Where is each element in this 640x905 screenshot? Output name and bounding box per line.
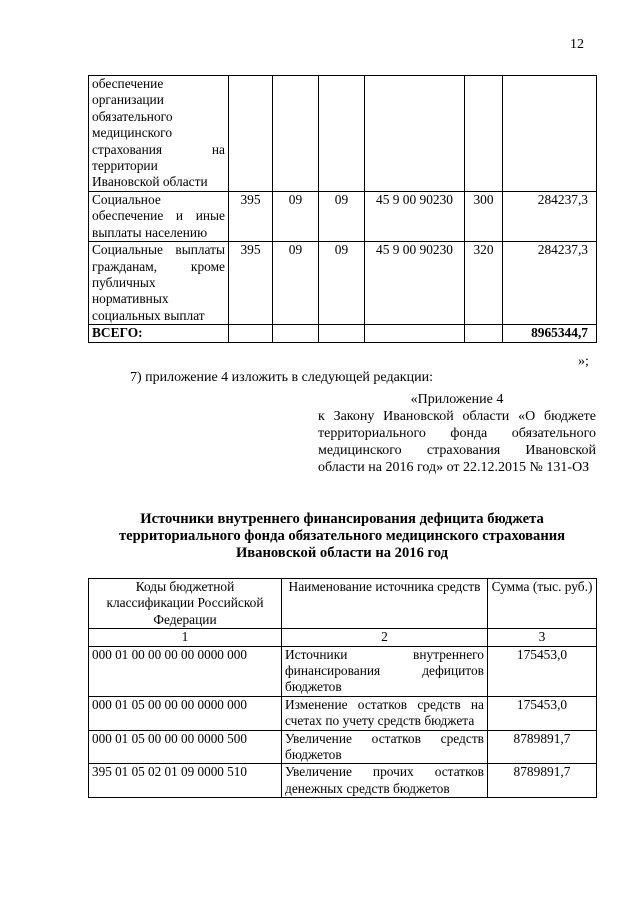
cell-code: 000 01 05 00 00 00 0000 500 bbox=[89, 730, 282, 764]
row-name-cell: обеспечение организации обязательного медицинского страхования на территории Ивановской области bbox=[89, 76, 229, 192]
expenditure-table bbox=[88, 75, 597, 343]
row-name-cell: Социальное обеспечение и иные выплаты населению bbox=[89, 192, 229, 242]
cell-name: Увеличение прочих остатков денежных средств бюджетов bbox=[282, 764, 488, 798]
total-label: ВСЕГО: bbox=[89, 325, 229, 342]
header-codes: Коды бюджетной классификации Российской Федерации bbox=[89, 579, 282, 629]
cell-csr: 45 9 00 90230 bbox=[365, 242, 465, 325]
cell-rz: 09 bbox=[273, 192, 319, 242]
section-heading: Источники внутреннего финансирования дефицита бюджета территориального фонда обязательного медицинского страхования Ивановской области на 2016 год bbox=[118, 511, 566, 562]
cell-pr: 09 bbox=[319, 192, 365, 242]
cell-vr: 300 bbox=[465, 192, 503, 242]
cell-sum: 8789891,7 bbox=[488, 730, 597, 764]
appendix-reference bbox=[318, 391, 596, 476]
cell-sum: 284237,3 bbox=[503, 242, 597, 325]
cell-csr: 45 9 00 90230 bbox=[365, 192, 465, 242]
number-row: 1 2 3 bbox=[89, 629, 597, 646]
row-name-cell: Социальные выплаты гражданам, кроме публичных нормативных социальных выплат bbox=[89, 242, 229, 325]
table-row bbox=[89, 192, 597, 242]
table-row bbox=[89, 646, 597, 696]
table-row bbox=[89, 696, 597, 730]
table-row bbox=[89, 730, 597, 764]
cell-sum: 284237,3 bbox=[503, 192, 597, 242]
cell-code: 000 01 05 00 00 00 0000 000 bbox=[89, 696, 282, 730]
cell-sum: 175453,0 bbox=[488, 646, 597, 696]
cell-g: 395 bbox=[229, 192, 273, 242]
cell-name: Источники внутреннего финансирования дефицитов бюджетов bbox=[282, 646, 488, 696]
appendix-title: «Приложение 4 bbox=[410, 392, 504, 407]
header-row bbox=[89, 579, 597, 629]
page-number: 12 bbox=[570, 37, 584, 52]
cell-sum: 175453,0 bbox=[488, 696, 597, 730]
sources-table bbox=[88, 578, 597, 798]
total-sum: 8965344,7 bbox=[503, 325, 597, 342]
cell-vr: 320 bbox=[465, 242, 503, 325]
total-row bbox=[89, 325, 597, 342]
cell-g: 395 bbox=[229, 242, 273, 325]
cell-pr: 09 bbox=[319, 242, 365, 325]
cell-name: Увеличение остатков средств бюджетов bbox=[282, 730, 488, 764]
cell-sum: 8789891,7 bbox=[488, 764, 597, 798]
table-row bbox=[89, 242, 597, 325]
appendix-text: к Закону Ивановской области «О бюджете территориального фонда обязательного медицинского страхования Ивановской области на 2016 год» от 22.12.2015 № 131-ОЗ bbox=[318, 409, 596, 475]
table-row bbox=[89, 76, 597, 192]
cell-code: 395 01 05 02 01 09 0000 510 bbox=[89, 764, 282, 798]
cell-name: Изменение остатков средств на счетах по учету средств бюджета bbox=[282, 696, 488, 730]
header-sum: Сумма (тыс. руб.) bbox=[488, 579, 597, 629]
table-row bbox=[89, 764, 597, 798]
instruction-text: 7) приложение 4 изложить в следующей редакции: bbox=[130, 370, 433, 385]
header-name: Наименование источника средств bbox=[282, 579, 488, 629]
cell-code: 000 01 00 00 00 00 0000 000 bbox=[89, 646, 282, 696]
closing-quote: »; bbox=[578, 354, 589, 369]
cell-rz: 09 bbox=[273, 242, 319, 325]
